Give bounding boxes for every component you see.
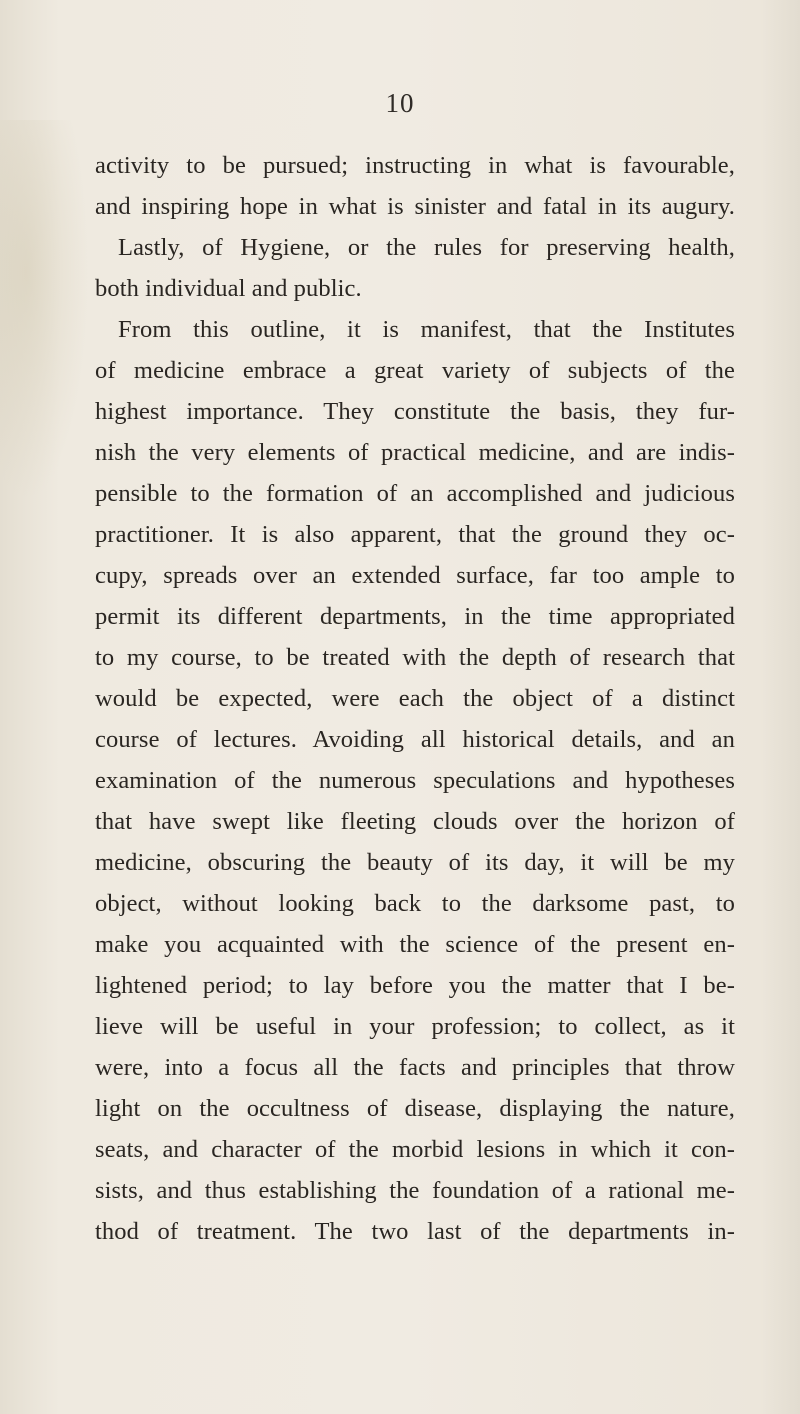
text-line-10: practitioner. It is also apparent, that the ground they oc- [95, 521, 735, 548]
text-line-6: of medicine embrace a great variety of subjects of the [95, 357, 735, 384]
text-line-7: highest importance. They constitute the basis, they fur- [95, 398, 735, 425]
text-line-27: thod of treatment. The two last of the departments in- [95, 1218, 735, 1245]
text-line-2: and inspiring hope in what is sinister and fatal in its augury. [95, 193, 735, 220]
paper-stain [0, 120, 90, 500]
text-line-20: make you acquainted with the science of the present en- [95, 931, 735, 958]
text-line-22: lieve will be useful in your profession; to collect, as it [95, 1013, 735, 1040]
text-line-15: course of lectures. Avoiding all historical details, and an [95, 726, 735, 753]
text-line-19: object, without looking back to the darksome past, to [95, 890, 735, 917]
text-line-26: sists, and thus establishing the foundation of a rational me- [95, 1177, 735, 1204]
text-line-16: examination of the numerous speculations and hypotheses [95, 767, 735, 794]
text-line-12: permit its different departments, in the time appropriated [95, 603, 735, 630]
text-line-21: lightened period; to lay before you the matter that I be- [95, 972, 735, 999]
text-line-14: would be expected, were each the object of a distinct [95, 685, 735, 712]
text-line-9: pensible to the formation of an accomplished and judicious [95, 480, 735, 507]
text-line-1: activity to be pursued; instructing in what is favourable, [95, 152, 735, 179]
text-line-23: were, into a focus all the facts and principles that throw [95, 1054, 735, 1081]
text-line-3: Lastly, of Hygiene, or the rules for preserving health, [118, 234, 735, 261]
body-text [95, 145, 735, 1252]
text-line-24: light on the occultness of disease, displaying the nature, [95, 1095, 735, 1122]
text-line-5: From this outline, it is manifest, that the Institutes [118, 316, 735, 343]
page-number: 10 [385, 88, 415, 118]
text-line-25: seats, and character of the morbid lesions in which it con- [95, 1136, 735, 1163]
text-line-11: cupy, spreads over an extended surface, far too ample to [95, 562, 735, 589]
text-line-17: that have swept like fleeting clouds over the horizon of [95, 808, 735, 835]
text-line-18: medicine, obscuring the beauty of its day, it will be my [95, 849, 735, 876]
text-line-13: to my course, to be treated with the depth of research that [95, 644, 735, 671]
text-line-4: both individual and public. [95, 275, 362, 302]
text-line-8: nish the very elements of practical medicine, and are indis- [95, 439, 735, 466]
